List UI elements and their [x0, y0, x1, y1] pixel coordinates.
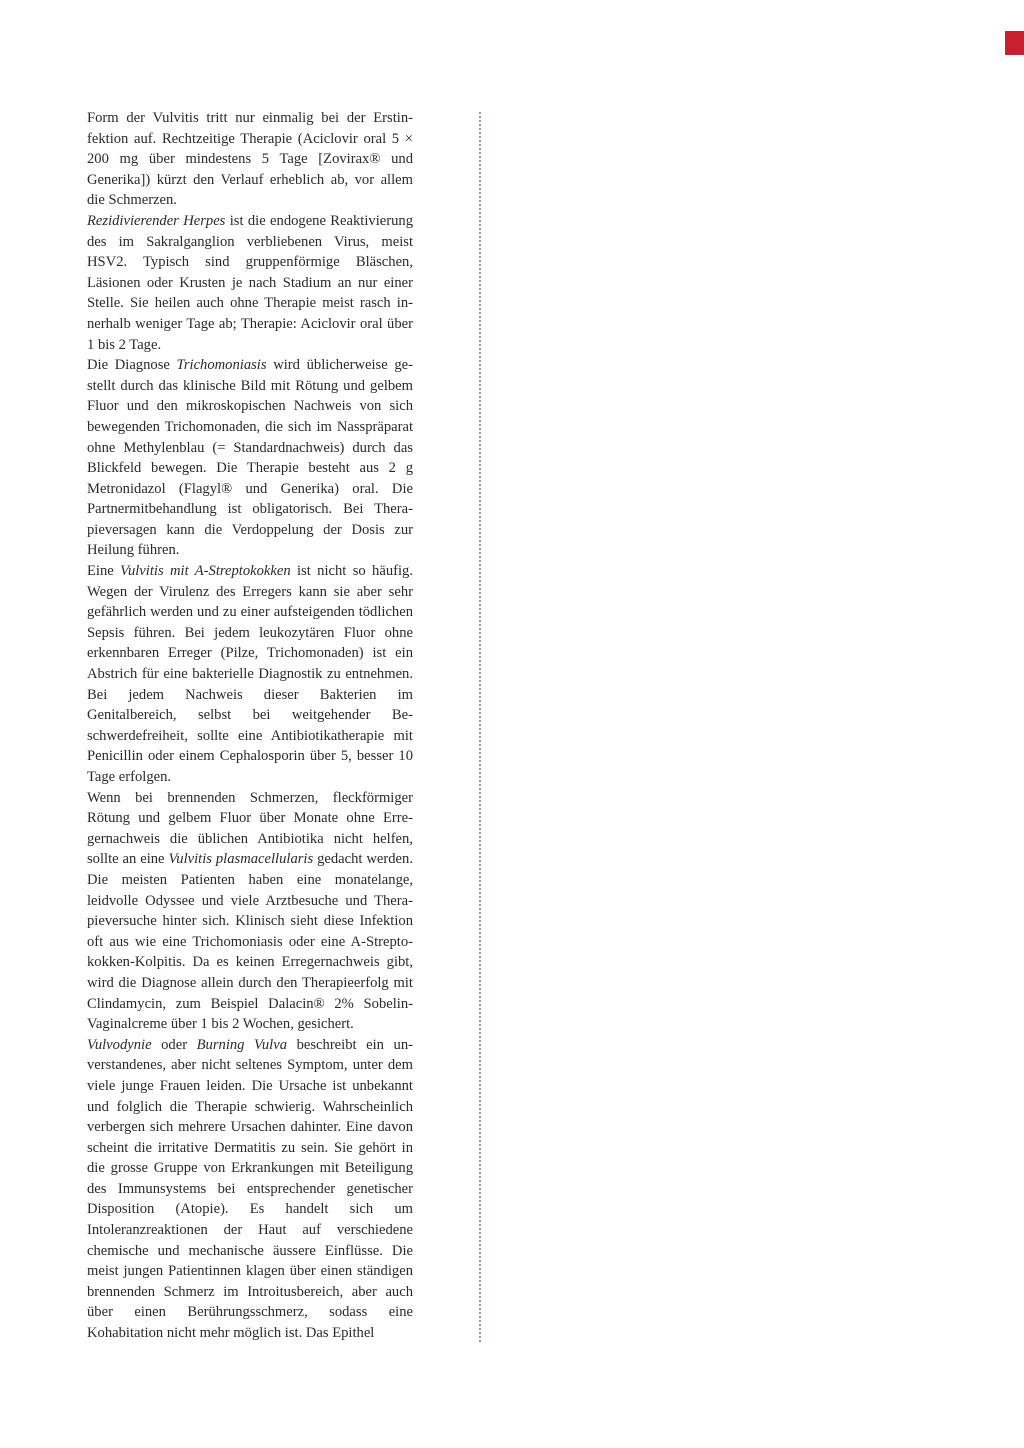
text-segment: oder: [151, 1036, 197, 1053]
paragraph: [87, 211, 413, 355]
text-segment: Form der Vulvitis tritt nur einmalig bei der Erstinfektion auf. Rechtzeitige Therapie (Aciclovir oral 5 × 200 mg über mindestens 5 Tage [Zovirax® und Generika]) kürzt den Verlauf erheblich ab, vor allem die Schmerzen.: [87, 110, 413, 209]
column-divider-dotted-rule: [479, 112, 481, 1342]
text-segment: Die Diagnose: [87, 357, 177, 374]
text-segment: ist die endogene Reaktivierung des im Sakralganglion verbliebenen Virus, meist HSV2. Typisch sind gruppenförmige Bläschen, Läsionen oder Krusten je nach Stadium an nur einer Stelle. Sie heilen auch ohne Therapie meist rasch innerhalb weniger Tage ab; Therapie: Aciclovir oral über 1 bis 2 Tage.: [87, 212, 413, 353]
text-segment: gedacht werden. Die meisten Patienten haben eine monatelange, leidvolle Odyssee und viele Arztbesuche und Therapieversuche hinter sich. Klinisch sieht diese Infektion oft aus wie eine Trichomoniasis oder eine A-Streptokokken-Kolpitis. Da es keinen Erregernachweis gibt, wird die Diagnose allein durch den Therapieerfolg mit Clindamycin, zum Beispiel Dalacin® 2% Sobelin-Vaginalcreme über 1 bis 2 Wochen, gesichert.: [87, 851, 413, 1033]
text-segment: Wenn bei brennenden Schmerzen, fleckförmiger Rötung und gelbem Fluor über Monate ohne Erregernachweis die üblichen Antibiotika nicht helfen, sollte an eine: [87, 789, 413, 868]
paragraph: [87, 355, 413, 561]
paragraph: [87, 1035, 413, 1344]
italic-term: Vulvitis plasmacellularis: [168, 851, 314, 868]
italic-term: Trichomoniasis: [176, 357, 267, 374]
text-segment: Eine: [87, 563, 121, 580]
italic-term: Burning Vulva: [196, 1036, 288, 1053]
italic-term: Vulvodynie: [87, 1036, 152, 1053]
italic-term: Rezidivierender Herpes: [87, 212, 226, 229]
corner-color-marker: [1005, 31, 1024, 55]
paragraph: [87, 788, 413, 1035]
italic-term: Vulvitis mit A-Streptokokken: [120, 563, 291, 580]
text-segment: wird üblicherweise gestellt durch das klinische Bild mit Rötung und gelbem Fluor und den mikroskopischen Nachweis von sich bewegenden Trichomonaden, die sich im Nasspräparat ohne Methylenblau (= Standardnachweis) durch das Blickfeld bewegen. Die Therapie besteht aus 2 g Metronidazol (Flagyl® und Generika) oral. Die Partnermitbehandlung ist obligatorisch. Bei Therapieversagen kann die Verdoppelung der Dosis zur Heilung führen.: [87, 357, 413, 559]
text-segment: ist nicht so häufig. Wegen der Virulenz des Erregers kann sie aber sehr gefährlich werden und zu einer aufsteigenden tödlichen Sepsis führen. Bei jedem leukozytären Fluor ohne erkennbaren Erreger (Pilze, Trichomonaden) ist ein Abstrich für eine bakterielle Diagnostik zu entnehmen. Bei jedem Nachweis dieser Bakterien im Genitalbereich, selbst bei weitgehender Beschwerdefreiheit, sollte eine Antibiotikatherapie mit Penicillin oder einem Cephalosporin über 5, besser 10 Tage erfolgen.: [87, 563, 413, 785]
text-segment: beschreibt ein unverstandenes, aber nicht seltenes Symptom, unter dem viele junge Frauen leiden. Die Ursache ist unbekannt und folglich die Therapie schwierig. Wahrscheinlich verbergen sich mehrere Ursachen dahinter. Eine davon scheint die irritative Dermatitis zu sein. Sie gehört in die grosse Gruppe von Erkrankungen mit Beteiligung des Immunsystems bei entsprechender genetischer Disposition (Atopie). Es handelt sich um Intoleranzreaktionen der Haut auf verschiedene chemische und mechanische äussere Einflüsse. Die meist jungen Patientinnen klagen über einen ständigen brennenden Schmerz im Introitusbereich, aber auch über einen Berührungsschmerz, sodass eine Kohabitation nicht mehr möglich ist. Das Epithel: [87, 1036, 413, 1342]
paragraph: [87, 108, 413, 211]
paragraph: [87, 561, 413, 788]
article-text-column: [87, 108, 413, 1344]
